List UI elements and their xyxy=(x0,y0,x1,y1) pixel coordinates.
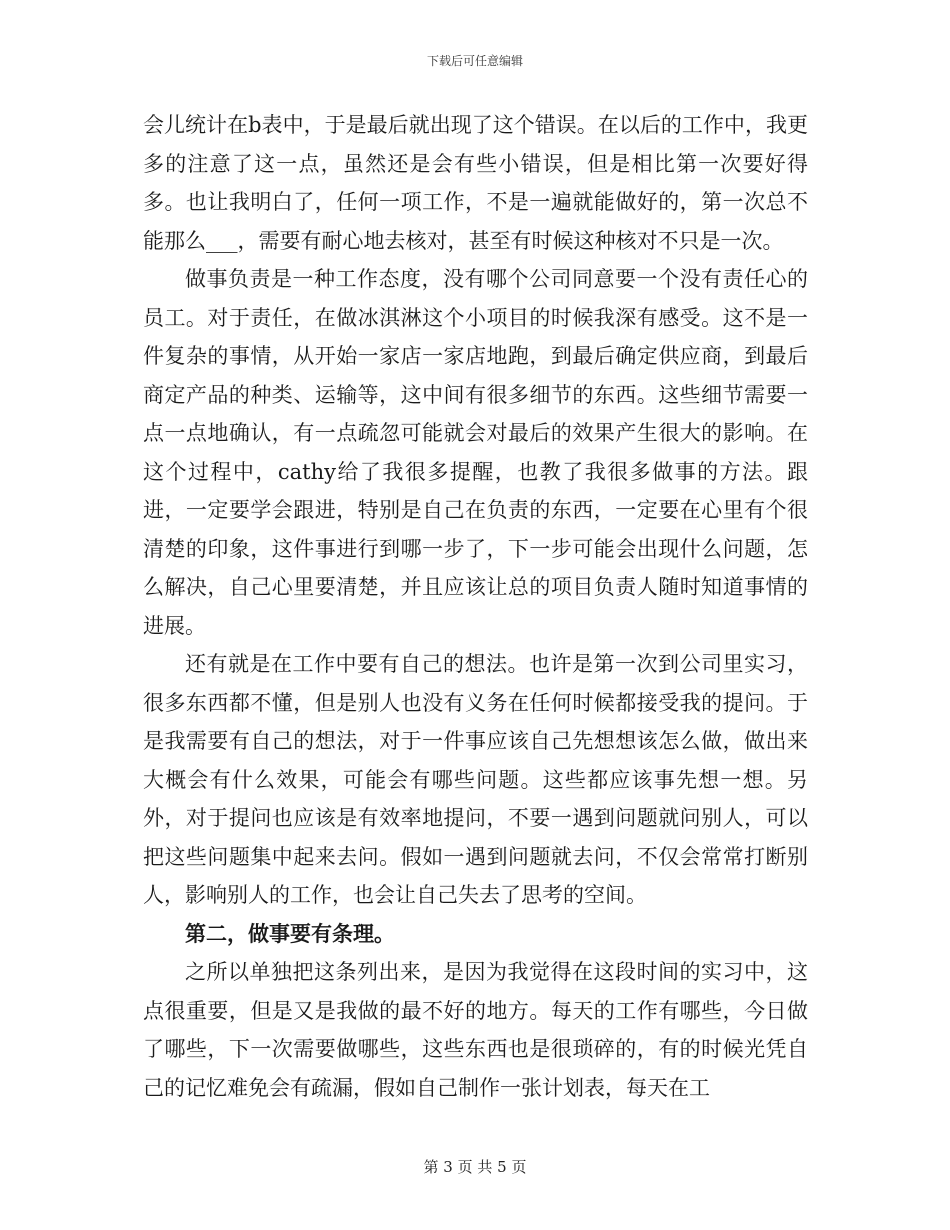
page-number-footer: 第 3 页 共 5 页 xyxy=(423,1158,527,1176)
paragraph-continuation: 会儿统计在b表中，于是最后就出现了这个错误。在以后的工作中，我更多的注意了这一点，虽然还是会有些小错误，但是相比第一次要好得多。也让我明白了，任何一项工作，不是一遍就能做好的，第一次总不能那么___，需要有耐心地去核对，甚至有时候这种核对不只是一次。 xyxy=(143,113,808,253)
document-body xyxy=(143,106,808,1107)
paragraph-own-ideas: 还有就是在工作中要有自己的想法。也许是第一次到公司里实习，很多东西都不懂，但是别人也没有义务在任何时候都接受我的提问。于是我需要有自己的想法，对于一件事应该自己先想想该怎么做，做出来大概会有什么效果，可能会有哪些问题。这些都应该事先想一想。另外，对于提问也应该是有效率地提问，不要一遇到问题就问别人，可以把这些问题集中起来去问。假如一遇到问题就去问，不仅会常常打断别人，影响别人的工作，也会让自己失去了思考的空间。 xyxy=(143,652,808,907)
paragraph-responsibility: 做事负责是一种工作态度，没有哪个公司同意要一个没有责任心的员工。对于责任，在做冰淇淋这个小项目的时候我深有感受。这不是一件复杂的事情，从开始一家店一家店地跑，到最后确定供应商，到最后商定产品的种类、运输等，这中间有很多细节的东西。这些细节需要一点一点地确认，有一点疏忽可能就会对最后的效果产生很大的影响。在这个过程中，cathy给了我很多提醒，也教了我很多做事的方法。跟进，一定要学会跟进，特别是自己在负责的东西，一定要在心里有个很清楚的印象，这件事进行到哪一步了，下一步可能会出现什么问题，怎么解决，自己心里要清楚，并且应该让总的项目负责人随时知道事情的进展。 xyxy=(143,267,808,638)
page-header: 下载后可任意编辑 xyxy=(426,54,523,68)
paragraph-organization: 之所以单独把这条列出来，是因为我觉得在这段时间的实习中，这点很重要，但是又是我做的最不好的地方。每天的工作有哪些，今日做了哪些，下一次需要做哪些，这些东西也是很琐碎的，有的时候光凭自己的记忆难免会有疏漏，假如自己制作一张计划表，每天在工 xyxy=(143,960,808,1100)
section-heading: 第二，做事要有条理。 xyxy=(185,920,395,946)
